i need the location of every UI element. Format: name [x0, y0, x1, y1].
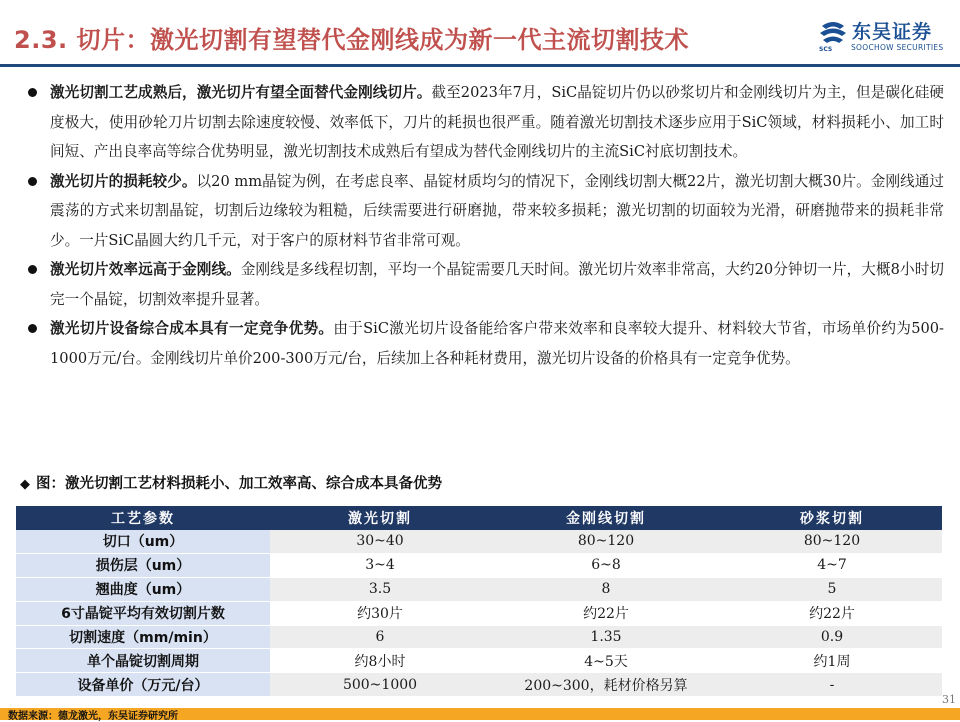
- bullet-dot-icon: [28, 324, 37, 333]
- section-title: 2.3. 切片：激光切割有望替代金刚线成为新一代主流切割技术: [14, 26, 689, 54]
- row-header-cell: 设备单价（万元/台）: [16, 673, 270, 697]
- table-cell: 约8小时: [270, 649, 490, 673]
- table-cell: 80~120: [490, 530, 722, 553]
- table-header-row: [16, 506, 942, 530]
- table-cell: -: [722, 673, 942, 697]
- table-cell: 约1周: [722, 649, 942, 673]
- column-header: 金刚线切割: [490, 506, 722, 530]
- table-cell: 约22片: [722, 601, 942, 625]
- table-cell: 0.9: [722, 625, 942, 649]
- bullet-dot-icon: [28, 265, 37, 274]
- diamond-bullet-icon: ◆: [20, 477, 30, 492]
- row-header-cell: 单个晶锭切割周期: [16, 649, 270, 673]
- logo-name-cn: 东吴证券: [852, 21, 933, 43]
- table-cell: 200~300，耗材价格另算: [490, 673, 722, 697]
- table-row: [16, 625, 942, 649]
- page-number: 31: [942, 693, 956, 706]
- table-row: [16, 649, 942, 673]
- bullet-item: [24, 167, 944, 256]
- table-cell: 3~4: [270, 553, 490, 577]
- table-cell: 1.35: [490, 625, 722, 649]
- bullet-text: 金刚线是多线程切割，平均一个晶锭需要几天时间。激光切片效率非常高，大约20分钟切一片，大概8小时切完一个晶锭，切割效率提升显著。: [50, 261, 944, 308]
- table-row: [16, 577, 942, 601]
- table-cell: 3.5: [270, 577, 490, 601]
- row-header-cell: 切口（um）: [16, 530, 270, 553]
- table-cell: 约30片: [270, 601, 490, 625]
- bullet-dot-icon: [28, 177, 37, 186]
- table-cell: 80~120: [722, 530, 942, 553]
- logo-name-en: SOOCHOW SECURITIES: [851, 43, 944, 52]
- logo-mark-icon: [818, 20, 848, 46]
- figure-caption-text: 图：激光切割工艺材料损耗小、加工效率高、综合成本具备优势: [36, 476, 442, 492]
- comparison-table: [16, 506, 942, 697]
- logo-abbrev: SCS: [819, 46, 833, 53]
- bullet-item: [24, 314, 944, 373]
- header-divider: [0, 64, 960, 67]
- bullet-lead: 激光切片效率远高于金刚线。: [50, 261, 241, 278]
- bullet-lead: 激光切片的损耗较少。: [50, 172, 197, 190]
- table-cell: 4~5天: [490, 649, 722, 673]
- bullet-text: 由于SiC激光切片设备能给客户带来效率和良率较大提升、材料较大节省，市场单价约为500-1000万元/台。金刚线切片单价200-300万元/台，后续加上各种耗材费用，激光切片设备的价格具有一定竞争优势。: [50, 320, 944, 367]
- column-header: 砂浆切割: [722, 506, 942, 530]
- column-header: 激光切割: [270, 506, 490, 530]
- table-cell: 8: [490, 577, 722, 601]
- table-cell: 4~7: [722, 553, 942, 577]
- table-cell: 5: [722, 577, 942, 601]
- bullet-item: [24, 255, 944, 314]
- table-row: [16, 553, 942, 577]
- data-source: 数据来源：德龙激光，东吴证券研究所: [8, 711, 178, 722]
- bullet-dot-icon: [28, 88, 37, 97]
- table-row: [16, 601, 942, 625]
- row-header-cell: 损伤层（um）: [16, 553, 270, 577]
- bullet-list: [24, 78, 944, 373]
- column-header: 工艺参数: [16, 506, 270, 530]
- table-cell: 6: [270, 625, 490, 649]
- brand-logo: [818, 16, 950, 56]
- table-cell: 30~40: [270, 530, 490, 553]
- table-cell: 500~1000: [270, 673, 490, 697]
- row-header-cell: 切割速度（mm/min）: [16, 625, 270, 649]
- row-header-cell: 6寸晶锭平均有效切割片数: [16, 601, 270, 625]
- bullet-text: 以20 mm晶锭为例，在考虑良率、晶锭材质均匀的情况下，金刚线切割大概22片，激光切割大概30片。金刚线通过震荡的方式来切割晶锭，切割后边缘较为粗糙，后续需要进行研磨抛，带来较多损耗；激光切割的切面较为光滑，研磨抛带来的损耗非常少。一片SiC晶圆大约几千元，对于客户的原材料节省非常可观。: [50, 172, 944, 249]
- bullet-lead: 激光切割工艺成熟后，激光切片有望全面替代金刚线切片。: [50, 84, 432, 101]
- page-header: [0, 0, 960, 72]
- row-header-cell: 翘曲度（um）: [16, 577, 270, 601]
- table-row: [16, 673, 942, 697]
- figure-caption: [20, 472, 442, 493]
- bullet-lead: 激光切片设备综合成本具有一定竞争优势。: [50, 320, 334, 337]
- table-cell: 约22片: [490, 601, 722, 625]
- table-cell: 6~8: [490, 553, 722, 577]
- table-row: [16, 530, 942, 553]
- bullet-item: [24, 78, 944, 167]
- bullet-text: 截至2023年7月，SiC晶锭切片仍以砂浆切片和金刚线切片为主，但是碳化硅硬度极大，使用砂轮刀片切割去除速度较慢、效率低下，刀片的耗损也很严重。随着激光切割技术逐步应用于SiC领域，材料损耗小、加工时间短、产出良率高等综合优势明显，激光切割技术成熟后有望成为替代金刚线切片的主流SiC衬底切割技术。: [50, 84, 944, 160]
